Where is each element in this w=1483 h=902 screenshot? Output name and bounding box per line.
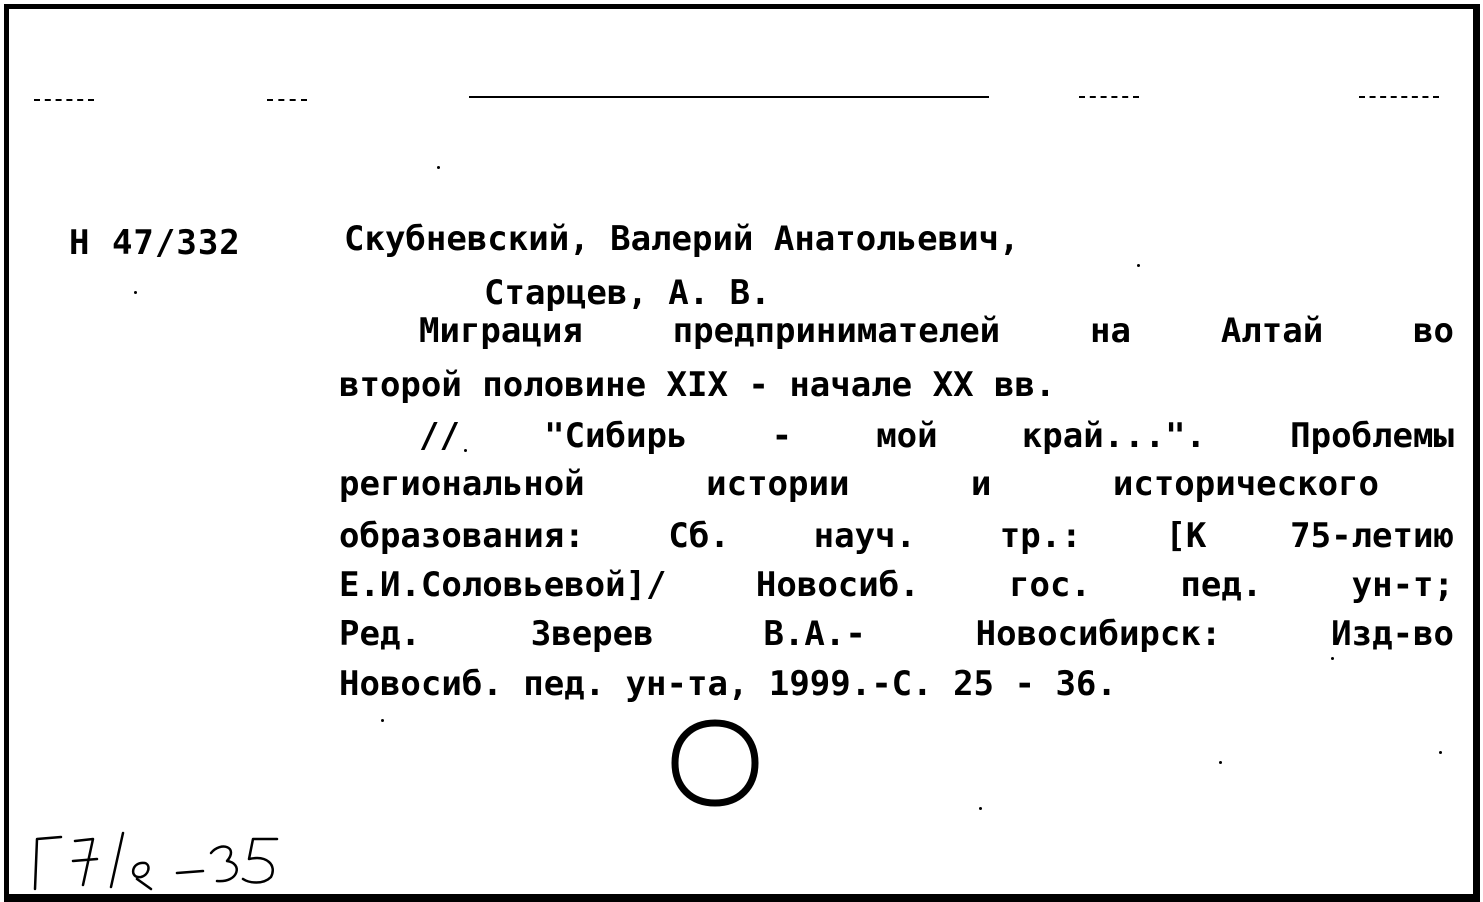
speck bbox=[437, 166, 440, 169]
call-number: Н 47/332 bbox=[69, 223, 241, 263]
word: Алтай bbox=[1220, 311, 1324, 351]
word: [К bbox=[1165, 516, 1207, 556]
handwritten-shelf-mark bbox=[27, 827, 297, 897]
source-line-1 bbox=[419, 416, 1454, 456]
word: во bbox=[1413, 311, 1454, 351]
word: пед. bbox=[1180, 565, 1263, 605]
speck bbox=[1331, 657, 1334, 660]
source-line-2 bbox=[339, 464, 1379, 504]
source-line-4 bbox=[339, 565, 1454, 605]
word: В.А.- bbox=[763, 614, 866, 654]
top-rule bbox=[1359, 96, 1439, 98]
word: Новосиб. bbox=[755, 565, 920, 605]
title-line-2: второй половине XIX - начале XX вв. bbox=[339, 365, 1056, 405]
top-rule bbox=[267, 99, 307, 101]
catalog-card bbox=[4, 4, 1480, 902]
word: Проблемы bbox=[1290, 416, 1454, 456]
top-rule bbox=[469, 96, 989, 98]
word: Ред. bbox=[339, 614, 421, 654]
punch-hole-icon bbox=[669, 719, 761, 807]
source-line-5 bbox=[339, 614, 1454, 654]
word: - bbox=[771, 416, 793, 456]
source-line-6: Новосиб. пед. ун-та, 1999.-С. 25 - 36. bbox=[339, 664, 1117, 704]
word: Миграция bbox=[419, 311, 583, 351]
word: Е.И.Соловьевой]/ bbox=[339, 565, 667, 605]
speck bbox=[464, 449, 467, 452]
speck bbox=[381, 719, 384, 722]
top-rule bbox=[34, 99, 94, 101]
word: 75-летию bbox=[1290, 516, 1454, 556]
top-rule bbox=[1079, 96, 1139, 98]
title-line-1 bbox=[419, 311, 1454, 351]
word: на bbox=[1090, 311, 1131, 351]
authors-line-1: Скубневский, Валерий Анатольевич, bbox=[344, 219, 1020, 259]
word: "Сибирь bbox=[544, 416, 688, 456]
word: гос. bbox=[1009, 565, 1091, 605]
word: региональной bbox=[339, 464, 585, 504]
word: предпринимателей bbox=[672, 311, 1001, 351]
word: край...". bbox=[1021, 416, 1207, 456]
speck bbox=[1137, 264, 1140, 267]
word: истории bbox=[706, 464, 850, 504]
word: мой bbox=[876, 416, 938, 456]
word: Зверев bbox=[530, 614, 654, 654]
word: // bbox=[419, 416, 460, 456]
speck bbox=[1439, 751, 1442, 754]
word: Изд-во bbox=[1331, 614, 1454, 654]
word: Новосибирск: bbox=[975, 614, 1222, 654]
word: ун-т; bbox=[1351, 565, 1454, 605]
speck bbox=[1219, 761, 1222, 764]
source-line-3 bbox=[339, 516, 1454, 556]
word: науч. bbox=[813, 516, 916, 556]
word: образования: bbox=[339, 516, 585, 556]
speck bbox=[134, 291, 137, 294]
word: исторического bbox=[1112, 464, 1379, 504]
word: Сб. bbox=[668, 516, 730, 556]
word: тр.: bbox=[999, 516, 1082, 556]
authors-line-2: Старцев, А. В. bbox=[484, 273, 771, 313]
word: и bbox=[970, 464, 992, 504]
speck bbox=[979, 807, 982, 810]
